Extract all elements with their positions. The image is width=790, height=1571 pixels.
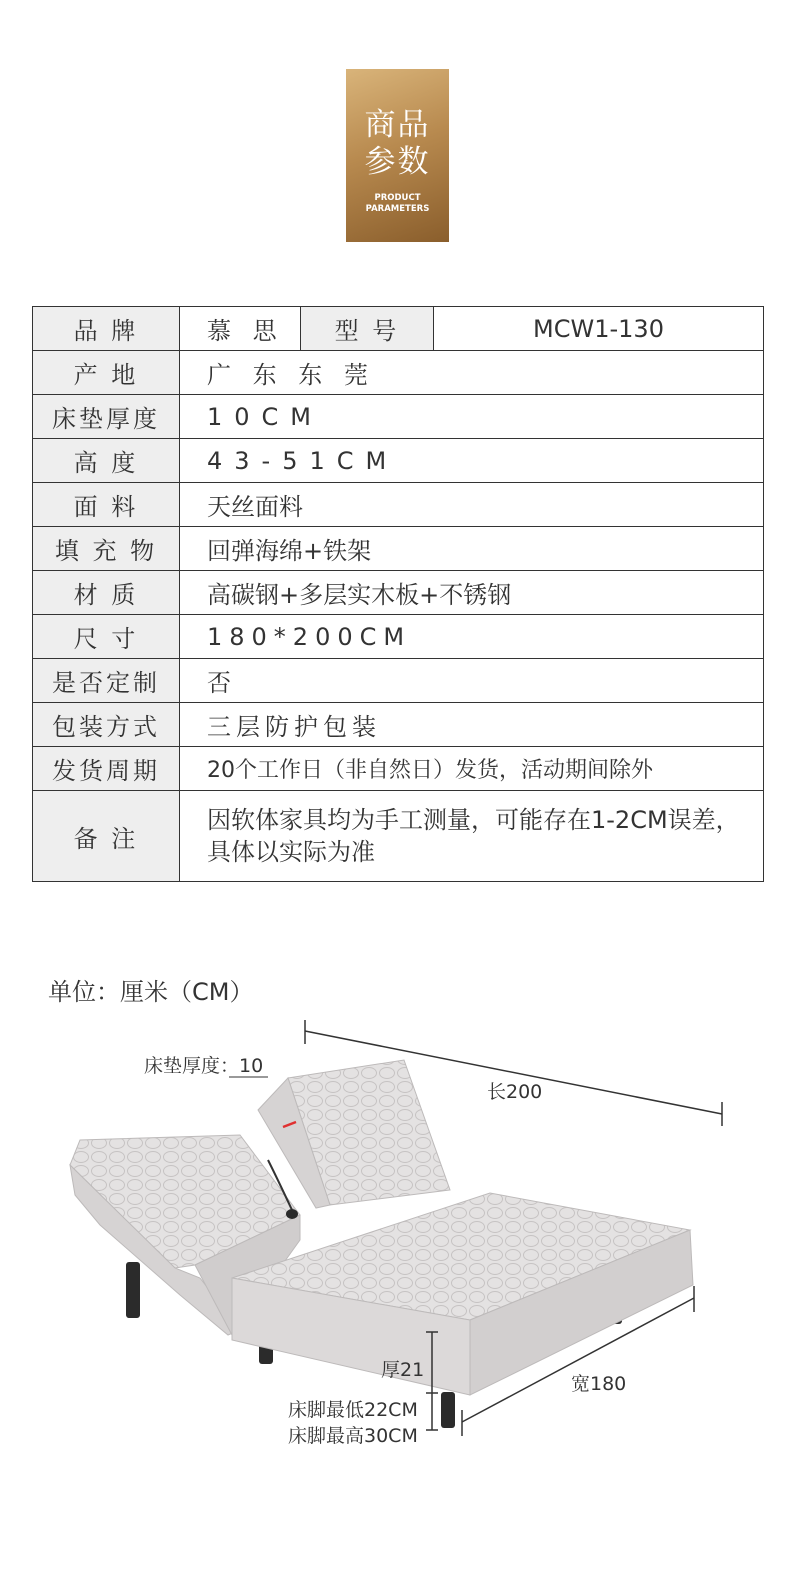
row-value: 高碳钢+多层实木板+不锈钢: [180, 571, 764, 615]
row-value: 180*200CM: [180, 615, 764, 659]
width-annotation: 宽180: [571, 1373, 627, 1395]
row-label: 备 注: [33, 791, 180, 882]
row-value: 因软体家具均为手工测量，可能存在1-2CM误差，具体以实际为准: [180, 791, 764, 882]
row-label: 面 料: [33, 483, 180, 527]
parameters-table: [32, 306, 764, 882]
bed-dimension-diagram: [0, 1010, 790, 1480]
table-row: [33, 351, 764, 395]
product-parameters-badge: [346, 69, 449, 242]
model-value: MCW1-130: [434, 307, 764, 351]
row-label: 材 质: [33, 571, 180, 615]
row-label: 尺 寸: [33, 615, 180, 659]
row-label: 填 充 物: [33, 527, 180, 571]
row-label: 床垫厚度: [33, 395, 180, 439]
row-label: 高 度: [33, 439, 180, 483]
row-label: 产 地: [33, 351, 180, 395]
row-value: 天丝面料: [180, 483, 764, 527]
bed-leg: [441, 1392, 455, 1428]
table-row: [33, 659, 764, 703]
table-row: [33, 703, 764, 747]
table-row: [33, 527, 764, 571]
row-value: 回弹海绵+铁架: [180, 527, 764, 571]
table-row: [33, 307, 764, 351]
model-label: 型 号: [301, 307, 434, 351]
row-label: 是否定制: [33, 659, 180, 703]
table-row: [33, 571, 764, 615]
length-annotation: 长200: [487, 1081, 543, 1103]
row-value: 广 东 东 莞: [180, 351, 764, 395]
leg-max-annotation: 床脚最高30CM: [288, 1425, 418, 1447]
leg-min-annotation: 床脚最低22CM: [288, 1399, 418, 1421]
table-row: [33, 395, 764, 439]
row-label: 发货周期: [33, 747, 180, 791]
badge-title-en: PRODUCT PARAMETERS: [365, 193, 430, 214]
right-mattress: [232, 1193, 693, 1395]
brand-value: 慕 思: [180, 307, 301, 351]
remote-control-icon: [286, 1209, 298, 1219]
table-row: [33, 791, 764, 882]
row-label: 包装方式: [33, 703, 180, 747]
table-row: [33, 439, 764, 483]
bed-leg: [126, 1262, 140, 1318]
row-value: 20个工作日（非自然日）发货，活动期间除外: [180, 747, 764, 791]
thickness-annotation: 厚21: [381, 1359, 425, 1381]
unit-label: 单位：厘米（CM）: [48, 978, 254, 1006]
mattress-thickness-annotation: 床垫厚度：10: [144, 1055, 264, 1077]
badge-title-cn: 商品参数: [364, 107, 431, 180]
brand-label: 品 牌: [33, 307, 180, 351]
row-value: 10CM: [180, 395, 764, 439]
raised-backrest: [258, 1060, 450, 1208]
row-value: 否: [180, 659, 764, 703]
table-row: [33, 615, 764, 659]
table-row: [33, 483, 764, 527]
table-row: [33, 747, 764, 791]
row-value: 三层防护包装: [180, 703, 764, 747]
row-value: 43-51CM: [180, 439, 764, 483]
